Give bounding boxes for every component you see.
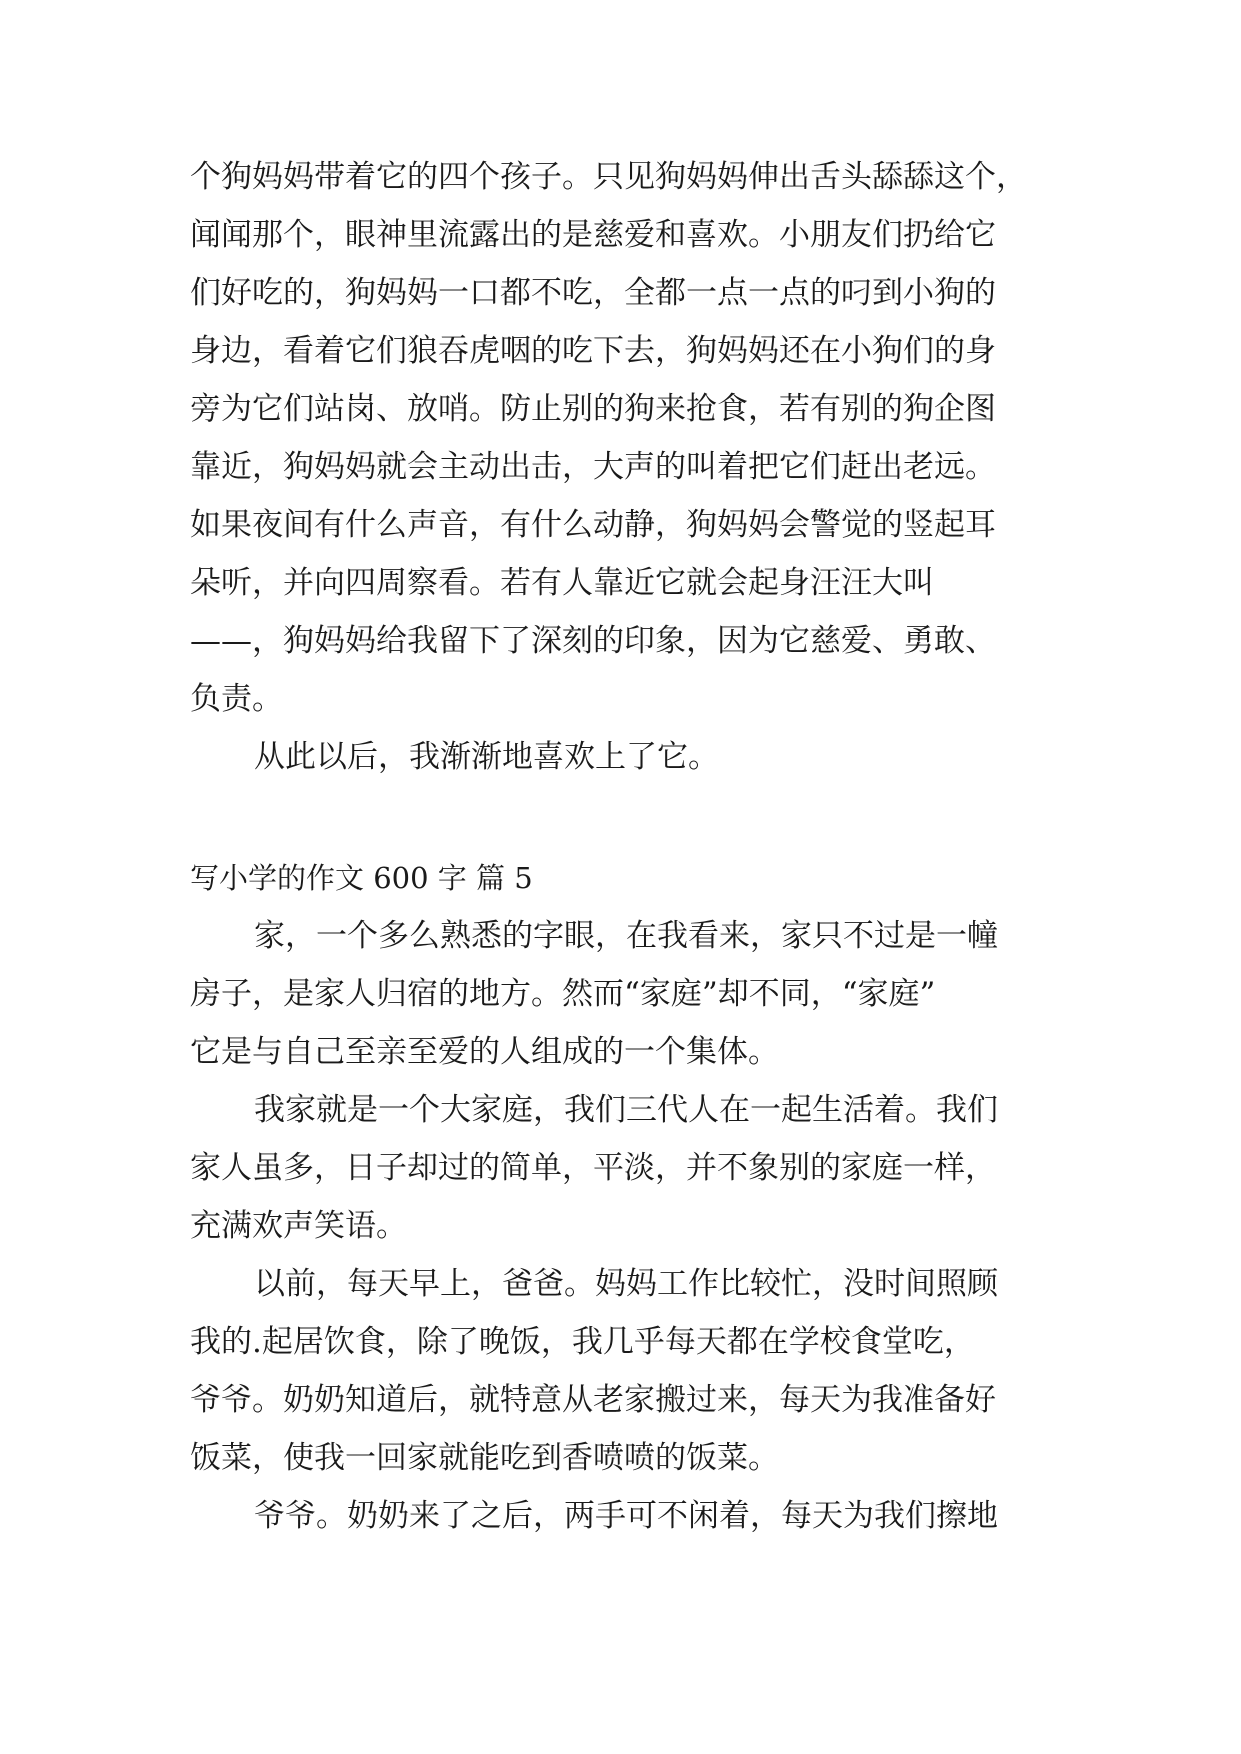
- text-line-13: 家，一个多么熟悉的字眼，在我看来，家只不过是一幢: [254, 918, 998, 954]
- text-line-2: 闻闻那个，眼神里流露出的是慈爱和喜欢。小朋友们扔给它: [190, 217, 996, 253]
- text-line-15: 它是与自己至亲至爱的人组成的一个集体。: [190, 1034, 779, 1070]
- text-line-5: 旁为它们站岗、放哨。防止别的狗来抢食，若有别的狗企图: [190, 391, 996, 427]
- text-line-17: 家人虽多，日子却过的简单，平淡，并不象别的家庭一样，: [190, 1150, 996, 1186]
- text-line-11: 从此以后，我渐渐地喜欢上了它。: [254, 739, 719, 775]
- text-line-3: 们好吃的，狗妈妈一口都不吃，全都一点一点的叼到小狗的: [190, 275, 996, 311]
- text-line-4: 身边，看着它们狼吞虎咽的吃下去，狗妈妈还在小狗们的身: [190, 333, 996, 369]
- text-line-22: 饭菜，使我一回家就能吃到香喷喷的饭菜。: [190, 1440, 779, 1476]
- text-line-1: 个狗妈妈带着它的四个孩子。只见狗妈妈伸出舌头舔舔这个，: [190, 159, 1027, 195]
- text-line-18: 充满欢声笑语。: [190, 1208, 407, 1244]
- text-line-21: 爷爷。奶奶知道后，就特意从老家搬过来，每天为我准备好: [190, 1382, 996, 1418]
- text-line-8: 朵听，并向四周察看。若有人靠近它就会起身汪汪大叫: [190, 565, 934, 601]
- text-line-16: 我家就是一个大家庭，我们三代人在一起生活着。我们: [254, 1092, 998, 1128]
- text-line-6: 靠近，狗妈妈就会主动出击，大声的叫着把它们赶出老远。: [190, 449, 996, 485]
- text-line-23: 爷爷。奶奶来了之后，两手可不闲着，每天为我们擦地: [254, 1498, 998, 1534]
- text-line-19: 以前，每天早上，爸爸。妈妈工作比较忙，没时间照顾: [254, 1266, 998, 1302]
- section-heading: 写小学的作文 600 字 篇 5: [190, 861, 533, 895]
- text-line-20: 我的.起居饮食，除了晚饭，我几乎每天都在学校食堂吃，: [190, 1324, 975, 1360]
- text-line-7: 如果夜间有什么声音，有什么动静，狗妈妈会警觉的竖起耳: [190, 507, 996, 543]
- text-line-14: 房子，是家人归宿的地方。然而“家庭”却不同，“家庭”: [190, 976, 936, 1012]
- text-line-10: 负责。: [190, 681, 283, 717]
- text-line-9: ——，狗妈妈给我留下了深刻的印象，因为它慈爱、勇敢、: [190, 623, 996, 659]
